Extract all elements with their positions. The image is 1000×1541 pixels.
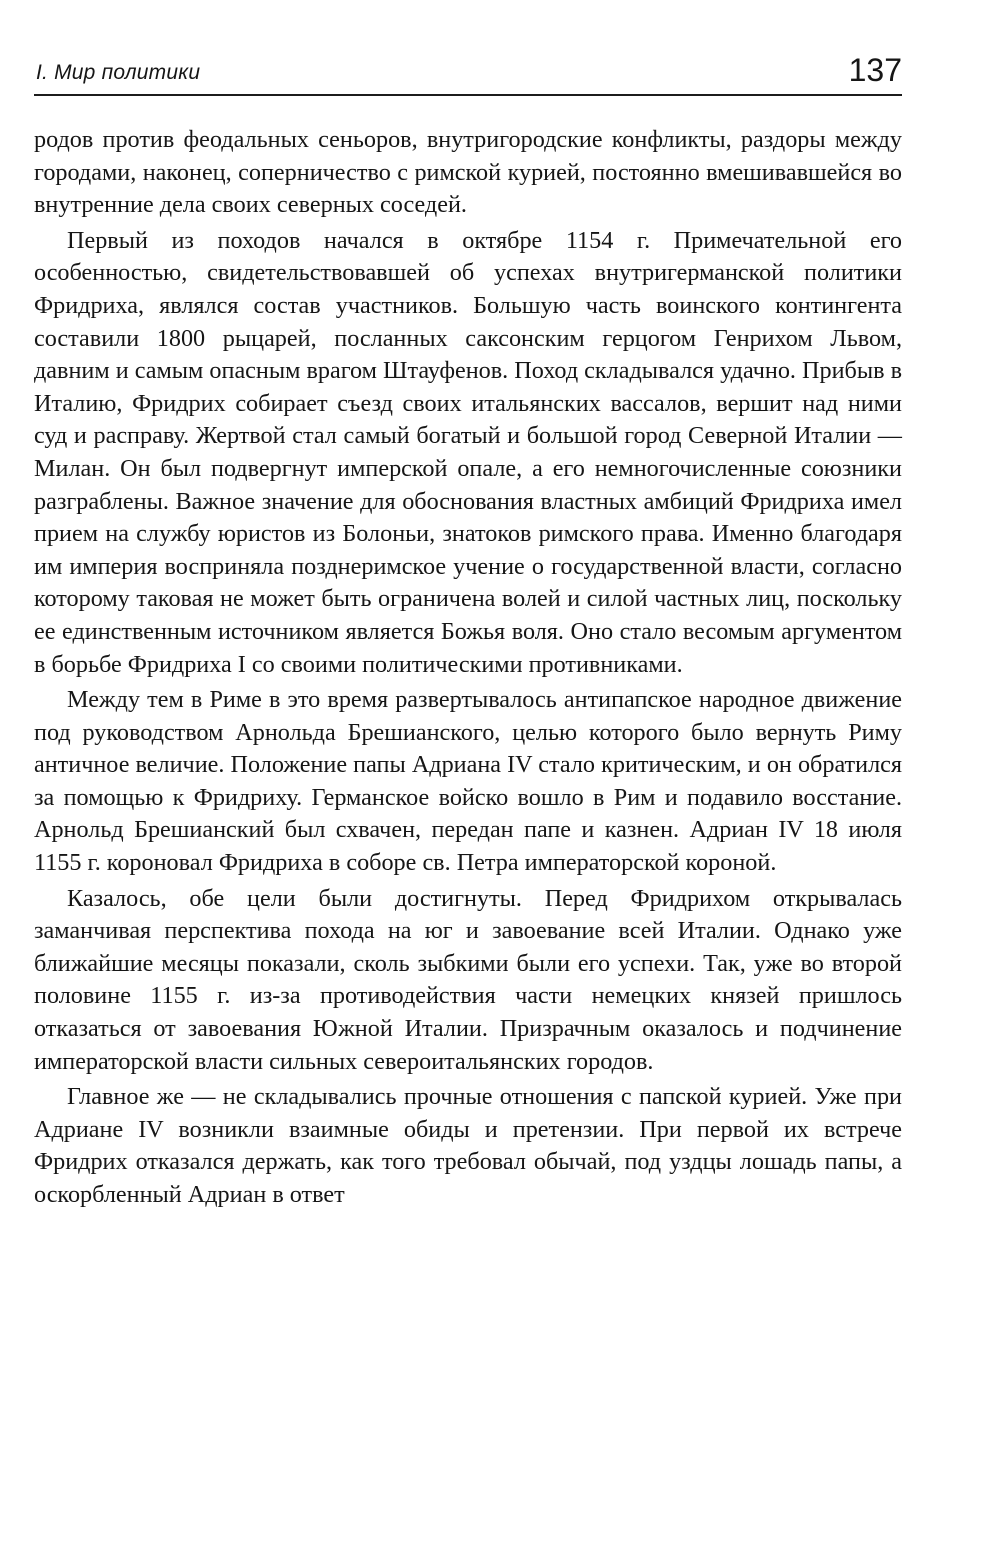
running-header — [34, 48, 902, 96]
paragraph-rome-uprising: Между тем в Риме в это время развертывалось антипапское народное движение под руководством Арнольда Брешианского, целью которого было вернуть Риму античное величие. Положение папы Адриана IV стало критическим, и он обратился за помощью к Фридриху. Германское войско вошло в Рим и подавило восстание. Арнольд Брешианский был схвачен, передан папе и казнен. Адриан IV 18 июля 1155 г. короновал Фридриха в соборе св. Петра императорской короной. — [34, 686, 902, 877]
paragraph-first-campaign: Первый из походов начался в октябре 1154 г. Примечательной его особенностью, свидетельствовавшей об успехах внутригерманской политики Фридриха, являлся состав участников. Большую часть воинского контингента составили 1800 рыцарей, посланных саксонским герцогом Генрихом Львом, давним и самым опасным врагом Штауфенов. Поход складывался удачно. Прибыв в Италию, Фридрих собирает съезд своих итальянских вассалов, вершит над ними суд и расправу. Жертвой стал самый богатый и большой город Северной Италии — Милан. Он был подвергнут имперской опале, а его немногочисленные союзники разграблены. Важное значение для обоснования властных амбиций Фридриха имел прием на службу юристов из Болоньи, знатоков римского права. Именно благодаря им империя восприняла позднеримское учение о государственной власти, согласно которому таковая не может быть ограничена волей и силой частных лиц, поскольку ее единственным источником является Божья воля. Оно стало весомым аргументом в борьбе Фридриха I со своими политическими противниками. — [34, 226, 902, 678]
paragraph-goals-achieved: Казалось, обе цели были достигнуты. Перед Фридрихом открывалась заманчивая перспектива похода на юг и завоевание всей Италии. Однако уже ближайшие месяцы показали, сколь зыбкими были его успехи. Так, уже во второй половине 1155 г. из-за противодействия части немецких князей пришлось отказаться от завоевания Южной Италии. Призрачным оказалось и подчинение императорской власти сильных североитальянских городов. — [34, 884, 902, 1075]
paragraph-continuation: родов против феодальных сеньоров, внутригородские конфликты, раздоры между городами, наконец, соперничество с римской курией, постоянно вмешивавшейся во внутренние дела своих северных соседей. — [34, 126, 902, 219]
page-number: 137 — [848, 52, 902, 88]
body-text — [34, 124, 902, 1215]
paragraph-papal-relations: Главное же — не складывались прочные отношения с папской курией. Уже при Адриане IV возникли взаимные обиды и претензии. При первой их встрече Фридрих отказался держать, как того требовал обычай, под уздцы лошадь папы, а оскорбленный Адриан в ответ — [34, 1083, 902, 1208]
chapter-title: I. Мир политики — [36, 61, 201, 84]
book-page — [34, 0, 902, 1541]
